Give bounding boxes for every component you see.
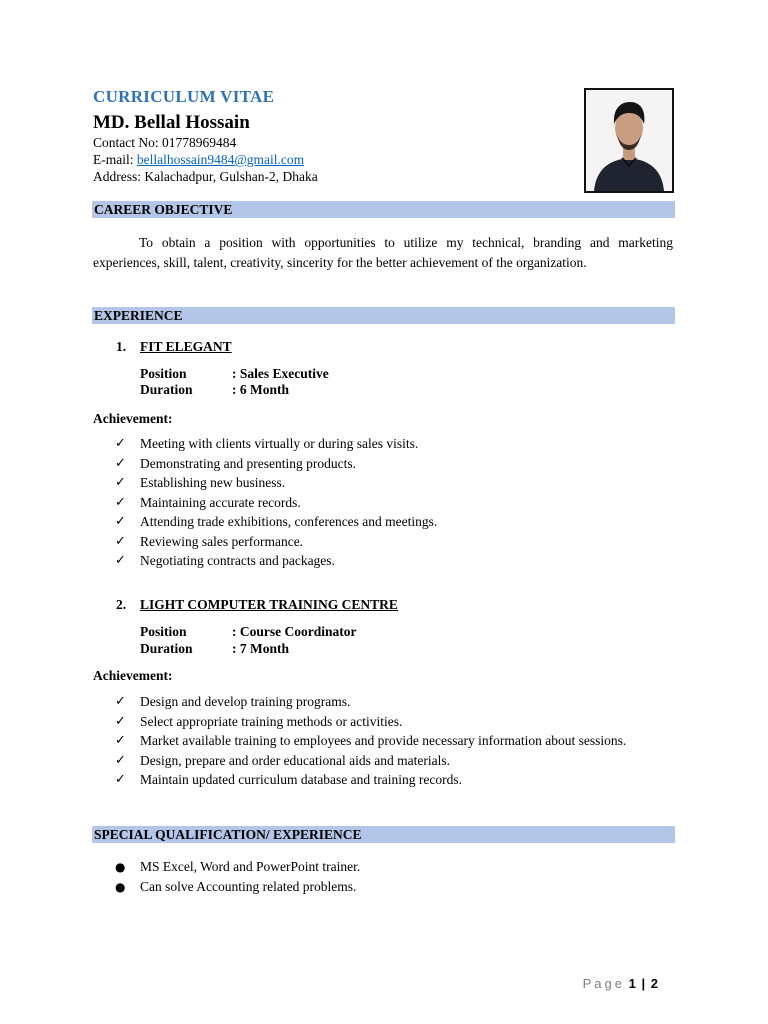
portrait-image (586, 90, 672, 191)
list-item (93, 692, 653, 712)
list-item (93, 770, 653, 790)
contact-label: Contact No: (93, 135, 159, 150)
document-title: CURRICULUM VITAE (93, 87, 275, 106)
achievement-label: Achievement: (93, 411, 173, 426)
page-word: Page (582, 976, 626, 991)
check-mark-icon: ✓ (115, 514, 126, 529)
check-mark-icon: ✓ (115, 713, 126, 729)
duration-value: : 6 Month (232, 382, 289, 397)
achievement-list (93, 692, 653, 790)
list-item (93, 712, 653, 732)
list-item-text: Maintaining accurate records. (140, 494, 301, 510)
list-item-text: Select appropriate training methods or activities. (140, 713, 403, 729)
list-item (93, 857, 360, 877)
job-number: 2. (116, 597, 127, 612)
list-item (93, 731, 653, 751)
list-item (93, 473, 653, 493)
page-footer (583, 976, 658, 991)
list-item-text: Establishing new business. (140, 475, 286, 490)
check-mark-icon: ✓ (115, 494, 126, 510)
list-item (93, 512, 653, 532)
position-value: : Sales Executive (232, 366, 329, 381)
list-item-text: Demonstrating and presenting products. (140, 455, 356, 471)
check-mark-icon: ✓ (115, 772, 126, 787)
position-value: : Course Coordinator (232, 624, 357, 639)
email-line (93, 151, 304, 168)
list-item (93, 532, 653, 552)
duration-value: : 7 Month (232, 641, 289, 656)
career-objective-heading: CAREER OBJECTIVE (92, 201, 675, 218)
list-item (93, 434, 653, 454)
list-item-text: Can solve Accounting related problems. (140, 879, 357, 894)
job-company: LIGHT COMPUTER TRAINING CENTRE (140, 597, 398, 612)
check-mark-icon: ✓ (115, 436, 126, 451)
check-mark-icon: ✓ (115, 553, 126, 568)
job-position (140, 365, 329, 382)
achievement-label: Achievement: (93, 668, 173, 683)
total-pages: 2 (650, 976, 658, 991)
contact-value: 01778969484 (162, 135, 237, 150)
list-item (93, 493, 653, 513)
current-page: 1 (628, 976, 636, 991)
check-mark-icon: ✓ (115, 752, 126, 768)
job-company: FIT ELEGANT (140, 339, 232, 354)
check-mark-icon: ✓ (115, 733, 126, 748)
list-item-text: Design, prepare and order educational aids and materials. (140, 752, 450, 768)
list-item (93, 454, 653, 474)
bullet-icon: ● (115, 880, 126, 894)
job-duration (140, 640, 289, 657)
email-label: E-mail: (93, 152, 134, 167)
list-item-text: Maintain updated curriculum database and training records. (140, 772, 463, 787)
achievement-list (93, 434, 653, 571)
job-number: 1. (116, 339, 127, 354)
list-item-text: Negotiating contracts and packages. (140, 553, 335, 568)
duration-label: Duration (140, 382, 193, 397)
check-mark-icon: ✓ (115, 694, 126, 709)
list-item-text: Reviewing sales performance. (140, 533, 304, 549)
list-item-text: Attending trade exhibitions, conferences and meetings. (140, 514, 438, 529)
special-qualification-heading: SPECIAL QUALIFICATION/ EXPERIENCE (92, 826, 675, 843)
profile-photo (584, 88, 674, 193)
position-label: Position (140, 366, 187, 381)
list-item-text: Market available training to employees and provide necessary information about sessions. (140, 733, 627, 748)
job-duration (140, 381, 289, 398)
check-mark-icon: ✓ (115, 533, 126, 549)
job-heading (116, 597, 398, 613)
list-item (93, 877, 360, 897)
email-link[interactable]: bellalhossain9484@gmail.com (136, 152, 305, 167)
experience-heading: EXPERIENCE (92, 307, 675, 324)
position-label: Position (140, 624, 187, 639)
list-item-text: Meeting with clients virtually or during sales visits. (140, 436, 419, 451)
address-value: Kalachadpur, Gulshan-2, Dhaka (144, 169, 318, 184)
check-mark-icon: ✓ (115, 475, 126, 490)
career-objective-text: To obtain a position with opportunities to utilize my technical, branding and marketing experiences, skill, talent, creativity, sincerity for the better achievement of the organization. (93, 235, 673, 270)
list-item (93, 751, 653, 771)
duration-label: Duration (140, 641, 193, 656)
candidate-name: MD. Bellal Hossain (93, 112, 250, 133)
bullet-icon: ● (115, 860, 126, 874)
special-qualification-list (93, 857, 360, 897)
list-item (93, 551, 653, 571)
job-heading (116, 339, 232, 355)
address-label: Address: (93, 169, 141, 184)
job-position (140, 623, 357, 640)
address-line (93, 168, 318, 185)
list-item-text: Design and develop training programs. (140, 694, 351, 709)
contact-line (93, 134, 236, 151)
page-separator: | (641, 976, 646, 991)
list-item-text: MS Excel, Word and PowerPoint trainer. (140, 859, 361, 874)
check-mark-icon: ✓ (115, 455, 126, 471)
